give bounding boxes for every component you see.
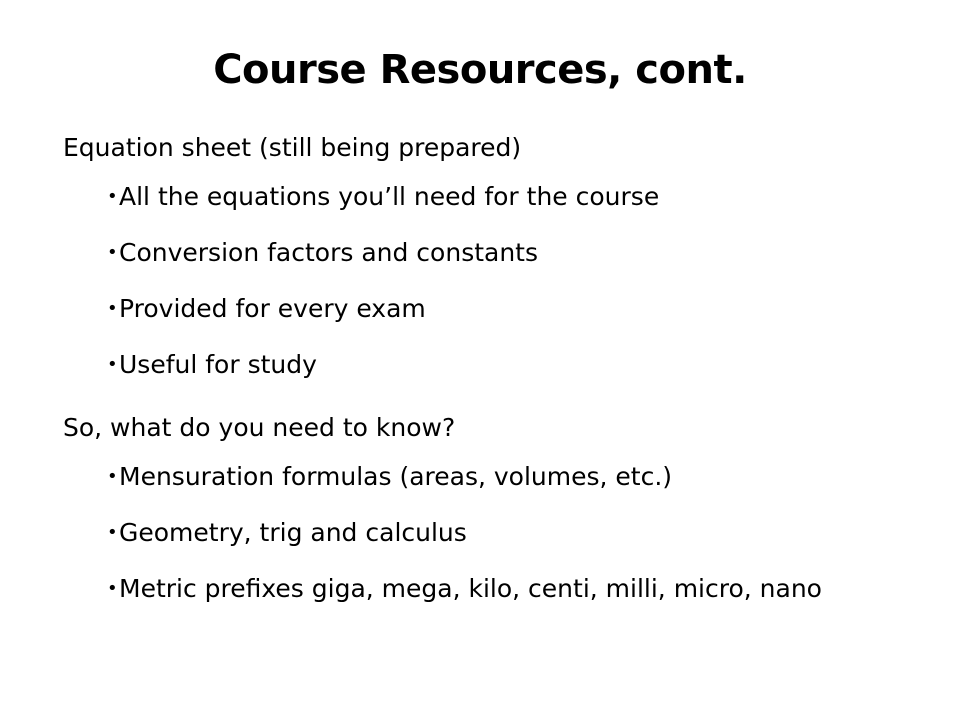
bullet-icon: • (107, 298, 118, 319)
bullet-icon: • (107, 578, 118, 599)
bullet-item (107, 574, 903, 604)
bullet-text: Useful for study (119, 350, 317, 379)
bullet-icon: • (107, 186, 118, 207)
bullet-icon: • (107, 354, 118, 375)
section-need-to-know (63, 406, 903, 604)
bullet-text: Geometry, trig and calculus (119, 518, 467, 547)
bullet-text: All the equations you’ll need for the course (119, 182, 660, 211)
bullet-list (63, 182, 903, 380)
bullet-item (107, 462, 903, 492)
slide-title: Course Resources, cont. (213, 47, 747, 93)
bullet-item (107, 350, 903, 380)
bullet-text: Conversion factors and constants (119, 238, 539, 267)
slide-body (63, 126, 903, 604)
bullet-text: Provided for every exam (119, 294, 426, 323)
bullet-text: Mensuration formulas (areas, volumes, etc.) (119, 462, 673, 491)
bullet-item (107, 518, 903, 548)
bullet-icon: • (107, 242, 118, 263)
bullet-item (107, 238, 903, 268)
bullet-text: Metric prefixes giga, mega, kilo, centi, milli, micro, nano (119, 574, 822, 603)
bullet-icon: • (107, 466, 118, 487)
bullet-list (63, 462, 903, 604)
bullet-icon: • (107, 522, 118, 543)
section-heading: Equation sheet (still being prepared) (63, 133, 522, 162)
bullet-item (107, 182, 903, 212)
section-equation-sheet (63, 126, 903, 380)
bullet-item (107, 294, 903, 324)
section-heading: So, what do you need to know? (63, 413, 456, 442)
